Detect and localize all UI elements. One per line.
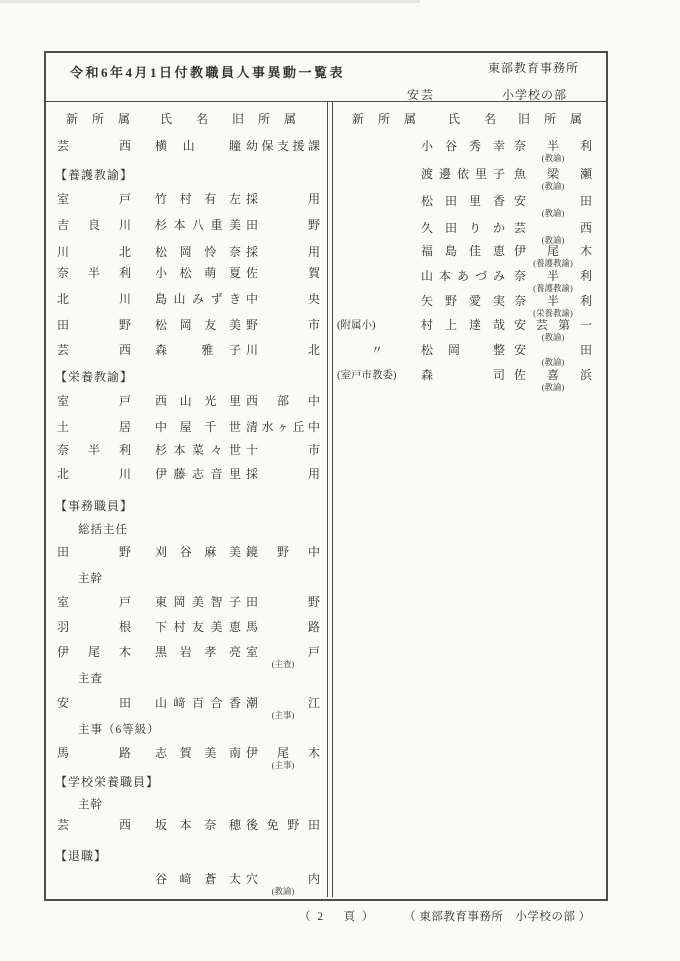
old-assignment: 佐喜浜	[514, 368, 592, 382]
new-assignment: 北川	[57, 292, 131, 306]
old-assignment: 中央	[246, 292, 320, 306]
col-header-old-left: 旧所属	[232, 112, 311, 126]
table-row	[45, 420, 327, 444]
old-role-note: (教諭)	[541, 181, 565, 191]
col-header-name-left: 氏名	[160, 112, 233, 126]
old-assignment: 佐賀	[246, 266, 320, 280]
office-name: 東部教育事務所	[488, 61, 580, 75]
person-name: 松岡友美	[155, 318, 241, 332]
old-role-note: (教諭)	[541, 357, 565, 367]
table-row	[45, 443, 327, 467]
old-assignment: 安芸第一	[514, 318, 592, 332]
section-row	[45, 368, 327, 392]
col-header-new-left: 新所属	[66, 112, 145, 126]
person-name: 島山みずき	[155, 292, 241, 306]
new-assignment: 羽根	[57, 620, 131, 634]
table-row	[333, 368, 605, 392]
new-assignment: 馬路	[57, 746, 131, 760]
role-subheader: 主幹	[78, 799, 103, 811]
person-name: 志賀美南	[155, 746, 241, 760]
col-header-old-right: 旧所属	[518, 112, 597, 126]
person-name: 刈谷麻美	[155, 545, 241, 559]
person-name: 杉本菜々世	[155, 443, 241, 457]
section-header: 【事務職員】	[55, 499, 134, 513]
person-name: 伊藤志音里	[155, 467, 241, 481]
table-row	[45, 696, 327, 720]
person-name: 渡邊依里子	[421, 167, 505, 181]
old-role-note: (教諭)	[541, 382, 565, 392]
table-row	[333, 269, 605, 293]
new-assignment: 芸西	[57, 343, 131, 357]
old-role-note: (教諭)	[541, 153, 565, 163]
old-assignment: 後免野田	[246, 818, 320, 832]
table-row	[333, 343, 605, 367]
new-assignment: 室戸	[57, 394, 131, 408]
table-row	[45, 292, 327, 316]
section-header: 【栄養教諭】	[55, 370, 134, 384]
role-subheader: 総括主任	[78, 524, 128, 536]
old-assignment: 田野	[246, 595, 320, 609]
new-assignment: 伊尾木	[57, 645, 131, 659]
table-row	[45, 746, 327, 770]
old-role-note: (主事)	[271, 710, 295, 720]
section-header: 【退職】	[55, 849, 108, 863]
person-name: 小松萌夏	[155, 266, 241, 280]
old-assignment: 鏡野中	[246, 545, 320, 559]
person-name: 横山 瞳	[155, 139, 241, 153]
new-assignment: 田野	[57, 545, 131, 559]
section-row	[45, 166, 327, 190]
old-assignment: 奈半利	[514, 294, 592, 308]
role-subheader: 主幹	[78, 573, 103, 585]
table-row	[45, 595, 327, 619]
old-assignment: 川北	[246, 343, 320, 357]
old-role-note: (養護教諭)	[533, 258, 573, 268]
person-name: 下村友美恵	[155, 620, 241, 634]
role-subheader: 主事（6等級）	[78, 724, 160, 736]
old-assignment: 奈半利	[514, 269, 592, 283]
old-role-note: (栄養教諭)	[533, 308, 573, 318]
person-name: 中屋千世	[155, 420, 241, 434]
person-name: 福島佳恵	[421, 244, 505, 258]
section-row	[45, 773, 327, 797]
old-role-note: (養護教諭)	[533, 283, 573, 293]
school-part-label: 小学校の部	[502, 88, 568, 102]
table-row	[45, 218, 327, 242]
person-name: 森 雅子	[155, 343, 241, 357]
old-assignment: 採用	[246, 467, 320, 481]
table-row	[45, 545, 327, 569]
section-row	[45, 497, 327, 521]
new-assignment: 芸西	[57, 818, 131, 832]
old-role-note: (主査)	[271, 659, 295, 669]
old-role-note: (教諭)	[541, 235, 565, 245]
old-assignment: 採用	[246, 192, 320, 206]
new-assignment: 土居	[57, 420, 131, 434]
old-assignment: 馬路	[246, 620, 320, 634]
table-row	[45, 645, 327, 669]
district-name: 安芸	[407, 88, 436, 102]
table-row	[45, 818, 327, 842]
new-assignment: 田野	[57, 318, 131, 332]
old-assignment: 幼保支援課	[246, 139, 320, 153]
person-name: 竹村有左	[155, 192, 241, 206]
person-name: 杉本八重美	[155, 218, 241, 232]
old-assignment: 安田	[514, 343, 592, 357]
subheader-row	[45, 521, 327, 545]
person-name: 松岡 整	[421, 343, 505, 357]
person-name: 松岡怜奈	[155, 245, 241, 259]
new-assignment: 安田	[57, 696, 131, 710]
document-title: 令和6年4月1日付教職員人事異動一覧表	[70, 65, 346, 80]
col-header-name-right: 氏名	[448, 112, 521, 126]
person-name: 東岡美智子	[155, 595, 241, 609]
col-header-new-right: 新所属	[352, 112, 431, 126]
section-header: 【学校栄養職員】	[55, 775, 160, 789]
table-row	[45, 192, 327, 216]
old-assignment: 清水ヶ丘中	[246, 420, 320, 434]
old-assignment: 魚梁瀬	[514, 167, 592, 181]
scan-artifact	[0, 0, 420, 3]
old-assignment: 野市	[246, 318, 320, 332]
table-row	[333, 294, 605, 318]
role-subheader: 主査	[78, 673, 103, 685]
person-name: 森 司	[421, 368, 505, 382]
table-row	[45, 394, 327, 418]
old-assignment: 伊尾木	[246, 746, 320, 760]
new-assignment: 奈半利	[57, 266, 131, 280]
old-assignment: 採用	[246, 245, 320, 259]
person-name: 矢野愛実	[421, 294, 505, 308]
table-row	[45, 343, 327, 367]
person-name: 谷﨑蒼太	[155, 872, 241, 886]
table-row	[333, 194, 605, 218]
subheader-row	[45, 796, 327, 820]
new-assignment: (室戸市教委)	[337, 370, 397, 381]
section-row	[45, 847, 327, 871]
footer-office-label: （ 東部教育事務所 小学校の部 ）	[404, 911, 591, 923]
ditto-mark: 〃	[370, 343, 383, 357]
header-rule	[44, 101, 606, 102]
person-name: 村上達哉	[421, 318, 505, 332]
person-name: 松田里香	[421, 194, 505, 208]
old-role-note: (教諭)	[541, 332, 565, 342]
person-name: 山﨑百合香	[155, 696, 241, 710]
table-row	[45, 872, 327, 896]
old-assignment: 奈半利	[514, 139, 592, 153]
old-role-note: (主事)	[271, 760, 295, 770]
table-row	[45, 266, 327, 290]
table-row	[45, 318, 327, 342]
table-row	[333, 318, 605, 342]
person-name: 山本あづみ	[421, 269, 505, 283]
new-assignment: (附属小)	[337, 320, 376, 331]
table-row	[45, 620, 327, 644]
table-row	[45, 467, 327, 491]
table-row	[333, 221, 605, 245]
old-assignment: 伊尾木	[514, 244, 592, 258]
old-role-note: (教諭)	[271, 886, 295, 896]
subheader-row	[45, 670, 327, 694]
subheader-row	[45, 721, 327, 745]
new-assignment: 川北	[57, 245, 131, 259]
old-assignment: 十市	[246, 443, 320, 457]
table-row	[333, 139, 605, 163]
new-assignment: 奈半利	[57, 443, 131, 457]
old-assignment: 潮江	[246, 696, 320, 710]
page-number: （ 2 頁 ）	[299, 911, 376, 923]
table-row	[45, 139, 327, 163]
old-assignment: 室戸	[246, 645, 320, 659]
old-assignment: 穴内	[246, 872, 320, 886]
new-assignment: 芸西	[57, 139, 131, 153]
new-assignment: 北川	[57, 467, 131, 481]
old-assignment: 芸西	[514, 221, 592, 235]
table-row	[333, 244, 605, 268]
person-name: 西山光里	[155, 394, 241, 408]
person-name: 久田りか	[421, 221, 505, 235]
section-header: 【養護教諭】	[55, 168, 134, 182]
subheader-row	[45, 570, 327, 594]
old-assignment: 安田	[514, 194, 592, 208]
table-row	[333, 167, 605, 191]
person-name: 坂本奈穂	[155, 818, 241, 832]
old-assignment: 田野	[246, 218, 320, 232]
person-name: 小谷秀幸	[421, 139, 505, 153]
person-name: 黒岩孝亮	[155, 645, 241, 659]
new-assignment: 室戸	[57, 192, 131, 206]
old-assignment: 西部中	[246, 394, 320, 408]
old-role-note: (教諭)	[541, 208, 565, 218]
new-assignment: 吉良川	[57, 218, 131, 232]
new-assignment: 室戸	[57, 595, 131, 609]
